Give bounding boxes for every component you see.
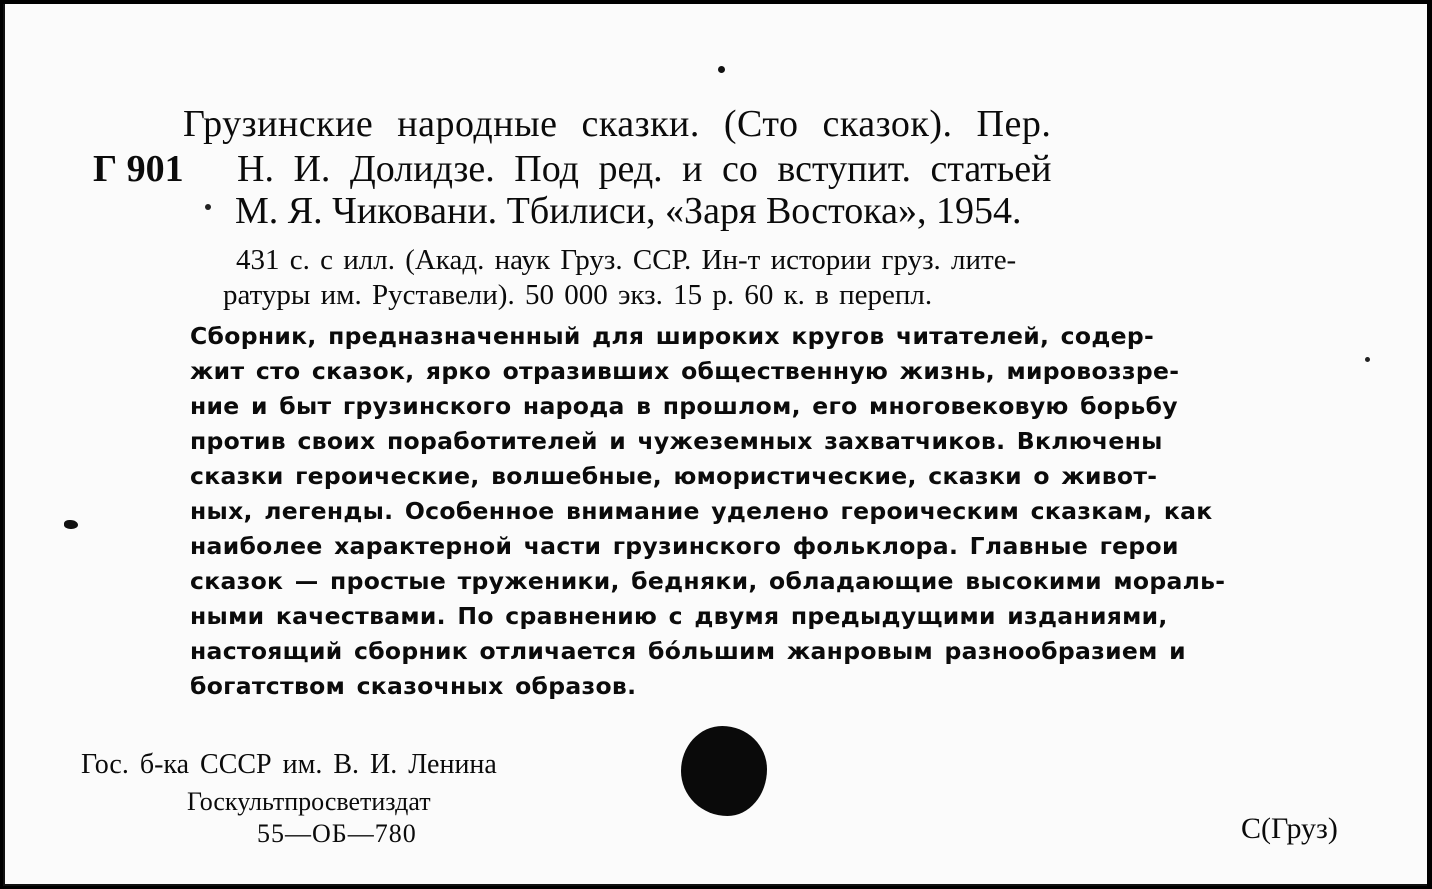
annotation-line: ние и быт грузинского народа в прошлом, его многовековую борьбу — [190, 392, 1178, 420]
annotation-line: настоящий сборник отличается бо́льшим жанровым разнообразием и — [190, 637, 1186, 665]
ink-dot — [718, 66, 725, 73]
annotation-line: Сборник, предназначенный для широких кругов читателей, содер- — [190, 322, 1155, 350]
annotation-line: наиболее характерной части грузинского фольклора. Главные герои — [190, 532, 1179, 560]
annotation-line: жит сто сказок, ярко отразивших общественную жизнь, мировоззре- — [190, 357, 1180, 385]
library-name: Гос. б-ка СССР им. В. И. Ленина — [81, 749, 497, 780]
publisher: Госкультпросветиздат — [187, 787, 431, 816]
ink-blot — [64, 520, 78, 529]
annotation-line: богатством сказочных образов. — [190, 672, 637, 700]
annotation-line: ных, легенды. Особенное внимание уделено героическим сказкам, как — [190, 497, 1213, 525]
title-line-1: Грузинские народные сказки. (Сто сказок). Пер. — [183, 103, 1052, 145]
ink-speck — [205, 204, 211, 210]
catalog-card — [3, 4, 1427, 886]
ink-speck — [1365, 357, 1370, 362]
title-line-3: М. Я. Чиковани. Тбилиси, «Заря Востока», 1954. — [235, 190, 1022, 232]
classification-code: С(Груз) — [1241, 812, 1338, 845]
annotation-line: ными качествами. По сравнению с двумя предыдущими изданиями, — [190, 602, 1168, 630]
annotation-line: против своих поработителей и чужеземных захватчиков. Включены — [190, 427, 1163, 455]
title-line-2: Н. И. Долидзе. Под ред. и со вступит. статьей — [237, 148, 1052, 190]
annotation-line: сказки героические, волшебные, юмористические, сказки о живот- — [190, 462, 1158, 490]
collation-line-1: 431 с. с илл. (Акад. наук Груз. ССР. Ин-т истории груз. лите- — [236, 244, 1017, 276]
catalog-code: 55—ОБ—780 — [257, 819, 417, 848]
call-number: Г 901 — [93, 148, 184, 190]
punch-hole — [681, 726, 767, 816]
annotation-line: сказок — простые труженики, бедняки, обладающие высокими мораль- — [190, 567, 1226, 595]
collation-line-2: ратуры им. Руставели). 50 000 экз. 15 р. 60 к. в перепл. — [223, 279, 933, 311]
